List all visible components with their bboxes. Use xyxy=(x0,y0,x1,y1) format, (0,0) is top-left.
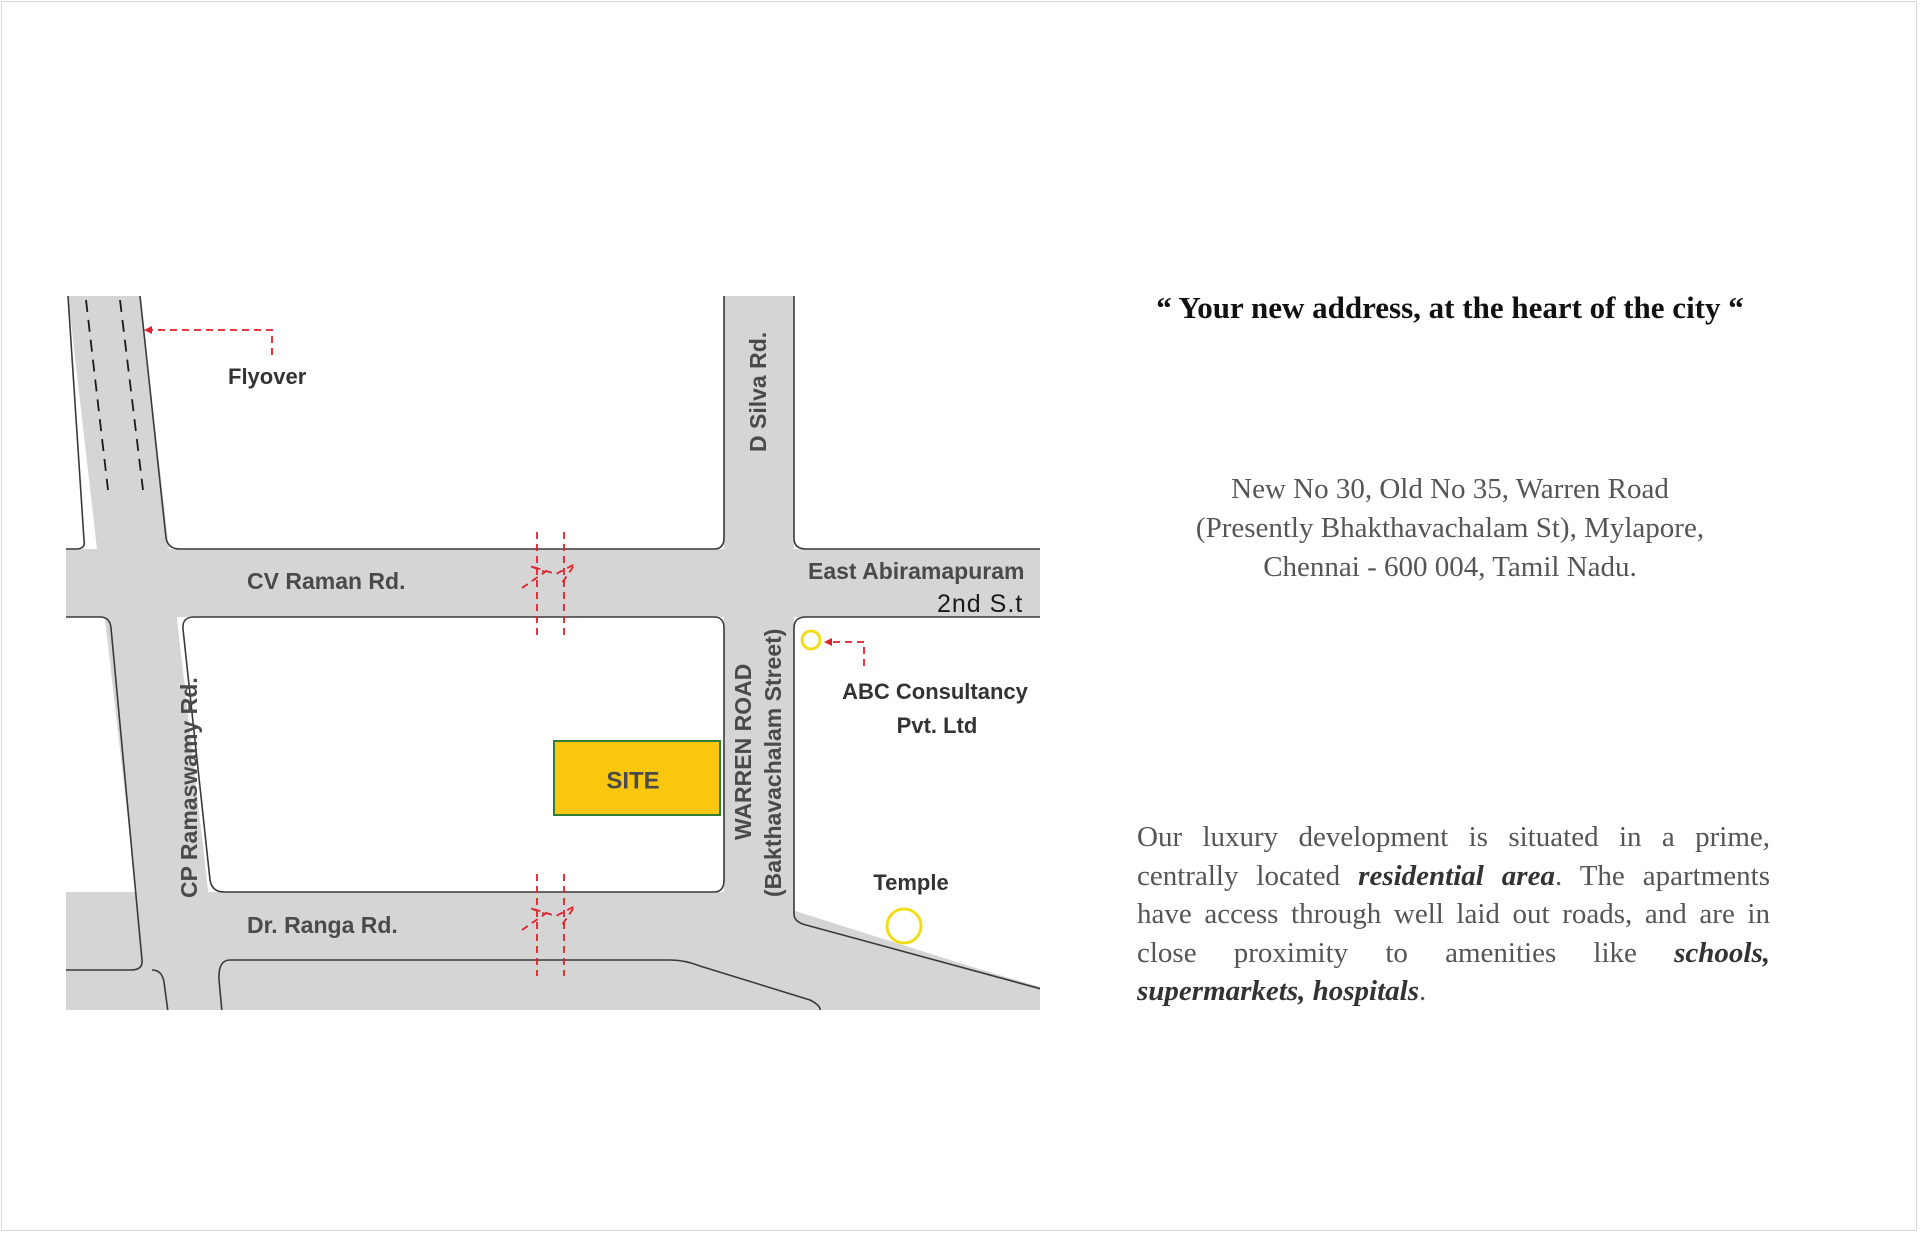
dr-ranga-road-label: Dr. Ranga Rd. xyxy=(247,912,398,938)
temple-marker xyxy=(887,909,921,943)
east-abiramapuram-label: East Abiramapuram xyxy=(808,558,1025,584)
abc-consultancy-marker xyxy=(802,631,820,649)
road-network xyxy=(60,296,1050,1012)
address-block xyxy=(1130,470,1770,587)
second-street-label: 2nd S.t xyxy=(937,590,1024,618)
description-emphasis-amenities: schools, supermarkets, hospitals xyxy=(1137,936,1770,1007)
abc-consultancy-label-line1: ABC Consultancy xyxy=(842,679,1028,704)
bakthavachalam-street-label: (Bakthavachalam Street) xyxy=(760,628,786,897)
description-text-1: Our luxury development is situated in a prime, centrally located xyxy=(1137,821,1770,892)
description-text-3: . xyxy=(1419,975,1427,1007)
abc-pointer xyxy=(830,642,864,666)
temple-label: Temple xyxy=(873,870,949,895)
flyover-pointer xyxy=(150,330,272,355)
site-label: SITE xyxy=(606,767,660,795)
tagline: “ Your new address, at the heart of the city “ xyxy=(1156,290,1744,325)
abc-arrowhead xyxy=(824,638,832,646)
flyover-label: Flyover xyxy=(228,364,307,389)
d-silva-road-label: D Silva Rd. xyxy=(745,331,771,452)
address-line-1: New No 30, Old No 35, Warren Road xyxy=(1231,473,1669,505)
address-line-2: (Presently Bhakthavachalam St), Mylapore, xyxy=(1195,512,1705,544)
description-emphasis-residential: residential area xyxy=(1358,859,1555,892)
cp-ramaswamy-road-label: CP Ramaswamy Rd. xyxy=(176,677,202,898)
abc-consultancy-label-line2: Pvt. Ltd xyxy=(896,713,978,738)
cv-raman-road-label: CV Raman Rd. xyxy=(247,568,406,594)
address-line-3: Chennai - 600 004, Tamil Nadu. xyxy=(1263,551,1637,583)
description-paragraph xyxy=(1137,818,1770,1011)
description-text-2: . The apartments have access through well laid out roads, and are in close proximity to amenities like xyxy=(1137,859,1770,969)
flyover-arrowhead xyxy=(144,326,152,334)
warren-road-label: WARREN ROAD xyxy=(730,663,756,840)
